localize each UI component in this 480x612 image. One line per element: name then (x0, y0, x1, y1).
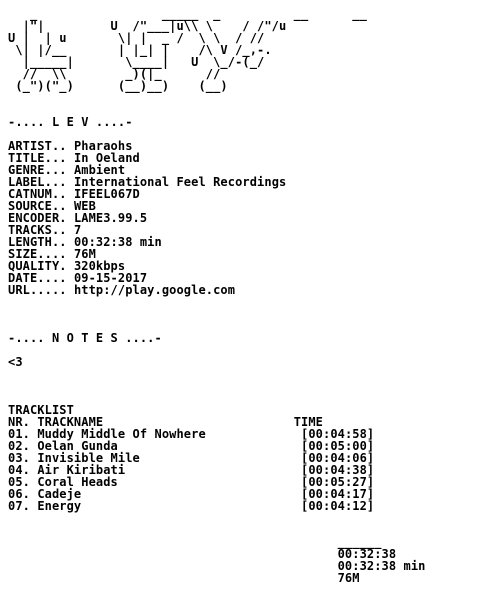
track-number: 02. (8, 439, 30, 453)
section-header-notes: -.... N O T E S ....- (8, 331, 162, 345)
logo-line-1: _ _____ _ __ __ (8, 7, 367, 21)
info-key: LENGTH.. (8, 235, 67, 249)
info-key: CATNUM.. (8, 187, 67, 201)
info-key: SIZE.... (8, 247, 67, 261)
track-name: Oelan Gunda (37, 439, 118, 453)
blank-line (8, 92, 426, 104)
info-row-url (8, 284, 426, 296)
blank-line (8, 368, 426, 380)
blank-line (8, 344, 426, 356)
column-header-nr: NR. (8, 415, 30, 429)
track-number: 04. (8, 463, 30, 477)
logo-line-5: |_____| \____| U \_/-(_/ (8, 55, 280, 69)
track-number: 03. (8, 451, 30, 465)
info-value: Ambient (73, 163, 126, 177)
track-row (8, 500, 426, 512)
info-value: 00:32:38 min (73, 235, 162, 249)
blank-line (8, 380, 426, 392)
info-key: ARTIST.. (8, 139, 67, 153)
info-value: 76M (73, 247, 96, 261)
info-value: LAME3.99.5 (73, 211, 148, 225)
track-number: 01. (8, 427, 30, 441)
tracklist-title: TRACKLIST (8, 403, 74, 417)
logo-line-2: |"| U /"___|u\\ \ / /"/u (8, 19, 301, 33)
track-number: 06. (8, 487, 30, 501)
section-header-lev: -.... L E V ....- (8, 115, 133, 129)
summary-total-time-text: 00:32:38 (337, 547, 397, 561)
info-value: IFEEL067D (73, 187, 140, 201)
info-value: In Oeland (73, 151, 140, 165)
blank-line (8, 512, 426, 524)
info-key: TRACKS.. (8, 223, 67, 237)
notes-text: <3 (8, 355, 23, 369)
blank-line (8, 296, 426, 308)
track-time: [00:04:12] (301, 499, 375, 513)
info-key: GENRE... (8, 163, 67, 177)
track-name: Invisible Mile (37, 451, 140, 465)
logo-line-3: U | | u \| | _ / \ \ / // (8, 31, 280, 45)
summary-rule-text: ______ (337, 535, 382, 549)
column-header-trackname: TRACKNAME (37, 415, 104, 429)
nfo-document (8, 8, 426, 584)
track-name: Cadeje (37, 487, 82, 501)
track-time: [00:04:58] (301, 427, 375, 441)
track-number: 05. (8, 475, 30, 489)
track-time: [00:05:27] (301, 475, 375, 489)
track-name: Coral Heads (37, 475, 118, 489)
info-key: LABEL... (8, 175, 67, 189)
info-key: DATE.... (8, 271, 67, 285)
track-name: Energy (37, 499, 82, 513)
info-value: Pharaohs (73, 139, 133, 153)
logo-line-4: \| |/__ | |_| | /\ V /_,-. (8, 43, 280, 57)
info-key: URL..... (8, 283, 67, 297)
info-key: TITLE... (8, 151, 67, 165)
logo-line-7: (_")("_) (__)__) (__) (8, 79, 280, 93)
column-header-time: TIME (293, 415, 323, 429)
logo-line-6: // \\ _)(|_ // (8, 67, 280, 81)
info-value: International Feel Recordings (73, 175, 287, 189)
info-value: 7 (73, 223, 82, 237)
info-value: 320kbps (73, 259, 126, 273)
track-time: [00:04:17] (301, 487, 375, 501)
info-key: ENCODER. (8, 211, 67, 225)
info-key: QUALITY. (8, 259, 67, 273)
info-value: http://play.google.com (73, 283, 236, 297)
summary-total-length-text: 00:32:38 min (337, 559, 426, 573)
track-name: Muddy Middle Of Nowhere (37, 427, 206, 441)
summary-total-size (8, 572, 426, 584)
track-time: [00:04:38] (301, 463, 375, 477)
info-value: WEB (73, 199, 96, 213)
blank-line (8, 308, 426, 320)
info-key: SOURCE.. (8, 199, 67, 213)
summary-total-size-text: 76M (337, 571, 360, 585)
info-value: 09-15-2017 (73, 271, 148, 285)
track-time: [00:04:06] (301, 451, 375, 465)
track-time: [00:05:00] (301, 439, 375, 453)
track-number: 07. (8, 499, 30, 513)
track-name: Air Kiribati (37, 463, 126, 477)
